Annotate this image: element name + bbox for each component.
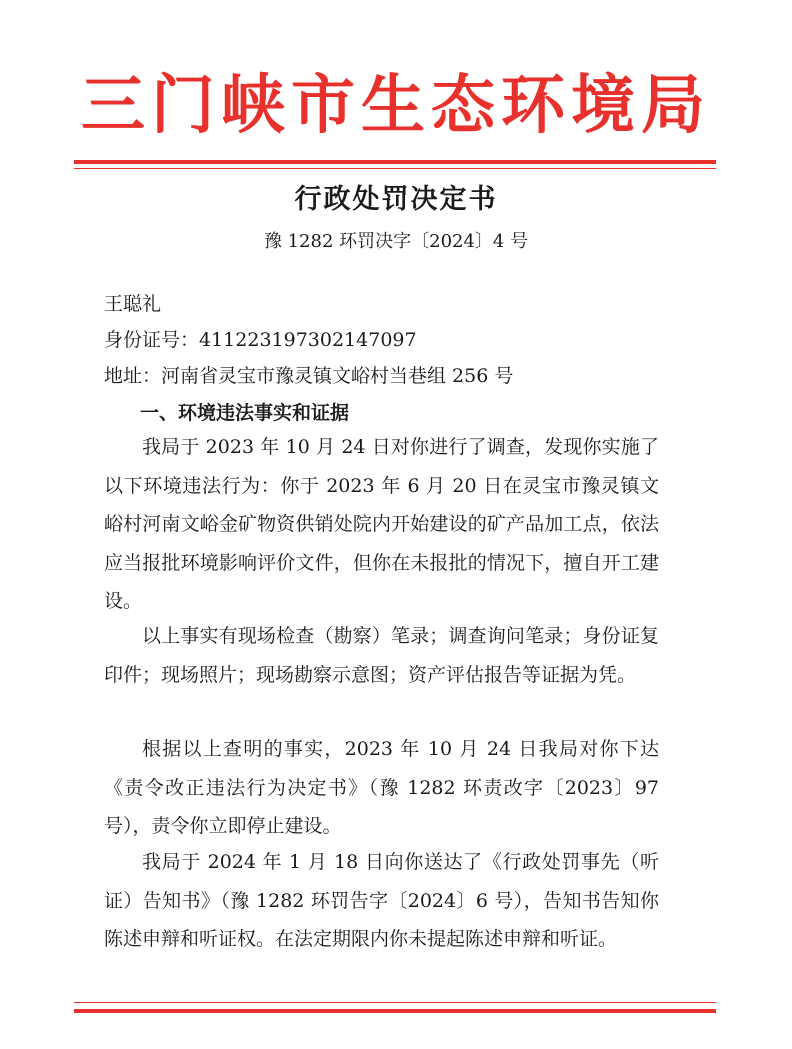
section-heading: 一、环境违法事实和证据 — [140, 402, 350, 424]
footer-rule-thin — [74, 1002, 716, 1003]
party-name: 王聪礼 — [104, 293, 162, 315]
document-title: 行政处罚决定书 — [294, 184, 498, 215]
paragraph-investigation: 我局于 2023 年 10 月 24 日对你进行了调查，发现你实施了以下环境违法行为：你于 2023 年 6 月 20 日在灵宝市豫灵镇文峪村河南文峪金矿物资供销处院内开始建设的矿产品加工点，依法应当报批环境影响评价文件，但你在未报批的情况下，擅自开工建设。 — [104, 436, 659, 612]
header-rule-thick — [74, 160, 716, 164]
header-rule-thin — [74, 168, 716, 169]
document-number: 豫 1282 环罚决字〔2024〕4 号 — [263, 231, 529, 252]
paragraph-hearing-notice: 我局于 2024 年 1 月 18 日向你送达了《行政处罚事先（听证）告知书》（豫 1282 环罚告字〔2024〕6 号），告知书告知你陈述申辩和听证权。在法定期限内你未提起陈述申辩和听证。 — [104, 851, 659, 950]
footer-rule-thick — [74, 1009, 716, 1013]
agency-letterhead: 三门峡市生态环境局 — [81, 68, 711, 143]
paragraph-evidence: 以上事实有现场检查（勘察）笔录；调查询问笔录；身份证复印件；现场照片；现场勘察示意图；资产评估报告等证据为凭。 — [104, 625, 659, 686]
paragraph-rectification-order: 根据以上查明的事实，2023 年 10 月 24 日我局对你下达《责令改正违法行为决定书》（豫 1282 环责改字〔2023〕97 号），责令你立即停止建设。 — [104, 738, 659, 837]
party-address: 地址：河南省灵宝市豫灵镇文峪村当巷组 256 号 — [104, 365, 514, 387]
party-id-number: 身份证号：411223197302147097 — [104, 329, 417, 351]
